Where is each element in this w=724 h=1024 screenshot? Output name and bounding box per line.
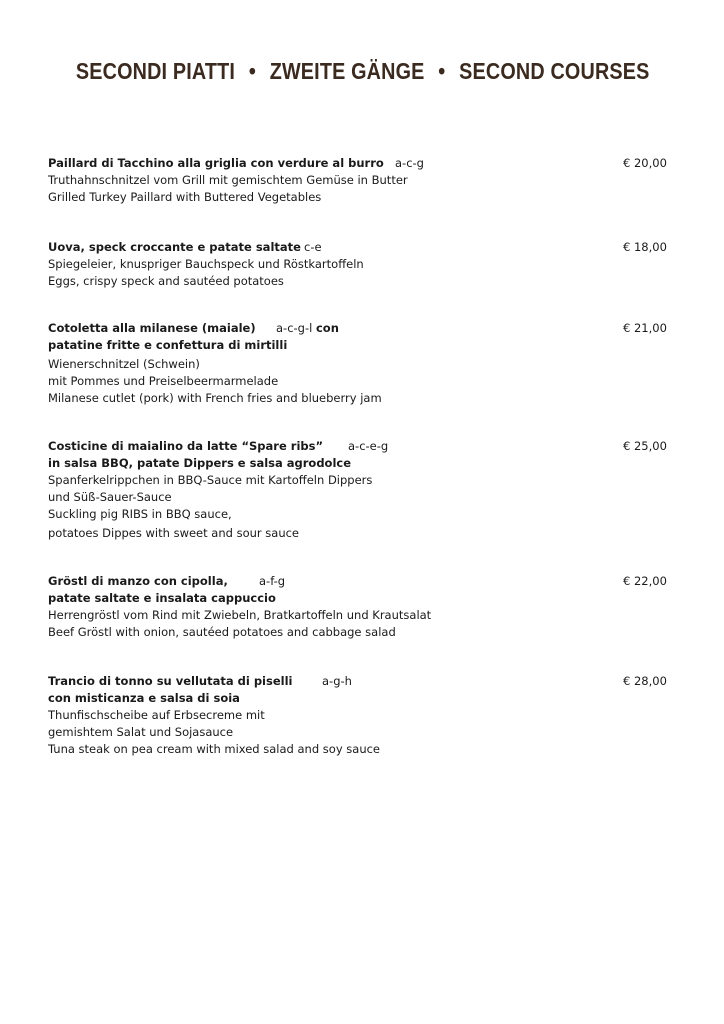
item-english: Milanese cutlet (pork) with French fries and blueberry jam	[48, 391, 382, 405]
item-german: Truthahnschnitzel vom Grill mit gemischtem Gemüse in Butter	[48, 173, 408, 187]
item-price: € 28,00	[623, 674, 667, 688]
item-italian: Uova, speck croccante e patate saltate c-e	[48, 240, 322, 254]
allergen-codes: a-c-g	[395, 156, 424, 170]
title-german: ZWEITE GÄNGE	[269, 58, 425, 84]
item-price: € 20,00	[623, 156, 667, 170]
allergen-codes: a-f-g	[259, 574, 286, 588]
item-english: Tuna steak on pea cream with mixed salad and soy sauce	[48, 742, 381, 756]
item-italian: Paillard di Tacchino alla griglia con verdure al burro a-c-g	[48, 156, 424, 170]
item-english: Beef Gröstl with onion, sautéed potatoes and cabbage salad	[48, 625, 396, 639]
item-german-cont: und Süß-Sauer-Sauce	[48, 490, 172, 504]
menu-item	[48, 573, 688, 641]
item-german: Wienerschnitzel (Schwein)	[48, 357, 200, 371]
item-italian-cont: patate saltate e insalata cappuccio	[48, 591, 276, 605]
menu-item	[48, 320, 688, 407]
menu-item	[48, 155, 688, 206]
item-english-cont: potatoes Dippes with sweet and sour sauce	[48, 526, 300, 540]
allergen-codes: a-c-g-l	[276, 321, 313, 335]
item-german-cont: mit Pommes und Preiselbeermarmelade	[48, 374, 279, 388]
item-italian-cont: in salsa BBQ, patate Dippers e salsa agrodolce	[48, 456, 352, 470]
allergen-codes: a-g-h	[322, 674, 352, 688]
item-german-cont: gemishtem Salat und Sojasauce	[48, 725, 234, 739]
menu-item	[48, 438, 688, 542]
item-italian-cont: patatine fritte e confettura di mirtilli	[48, 338, 288, 352]
item-price: € 22,00	[623, 574, 667, 588]
item-price: € 18,00	[623, 240, 667, 254]
menu-item	[48, 239, 688, 290]
title-separator: •	[438, 58, 446, 84]
allergen-codes: a-c-e-g	[348, 439, 389, 453]
item-italian: Cotoletta alla milanese (maiale) a-c-g-l con	[48, 321, 339, 335]
item-price: € 21,00	[623, 321, 667, 335]
page-title	[51, 58, 674, 85]
item-italian: Gröstl di manzo con cipolla, a-f-g	[48, 574, 286, 588]
title-italian: SECONDI PIATTI	[75, 58, 236, 84]
item-german: Herrengröstl vom Rind mit Zwiebeln, Bratkartoffeln und Krautsalat	[48, 608, 432, 622]
title-separator: •	[248, 58, 256, 84]
item-italian-cont: con misticanza e salsa di soia	[48, 691, 240, 705]
item-italian: Trancio di tonno su vellutata di piselli a-g-h	[48, 674, 352, 688]
item-price: € 25,00	[623, 439, 667, 453]
item-german: Spiegeleier, knuspriger Bauchspeck und Röstkartoffeln	[48, 257, 364, 271]
item-german: Thunfischscheibe auf Erbsecreme mit	[48, 708, 265, 722]
item-english: Grilled Turkey Paillard with Buttered Vegetables	[48, 190, 322, 204]
item-english: Eggs, crispy speck and sautéed potatoes	[48, 274, 284, 288]
item-english: Suckling pig RIBS in BBQ sauce,	[48, 507, 232, 521]
item-italian-con: con	[315, 321, 339, 335]
menu-item	[48, 673, 688, 758]
allergen-codes: c-e	[304, 240, 322, 254]
item-german: Spanferkelrippchen in BBQ-Sauce mit Kartoffeln Dippers	[48, 473, 373, 487]
title-english: SECOND COURSES	[459, 58, 650, 84]
item-italian: Costicine di maialino da latte “Spare ribs” a-c-e-g	[48, 439, 389, 453]
